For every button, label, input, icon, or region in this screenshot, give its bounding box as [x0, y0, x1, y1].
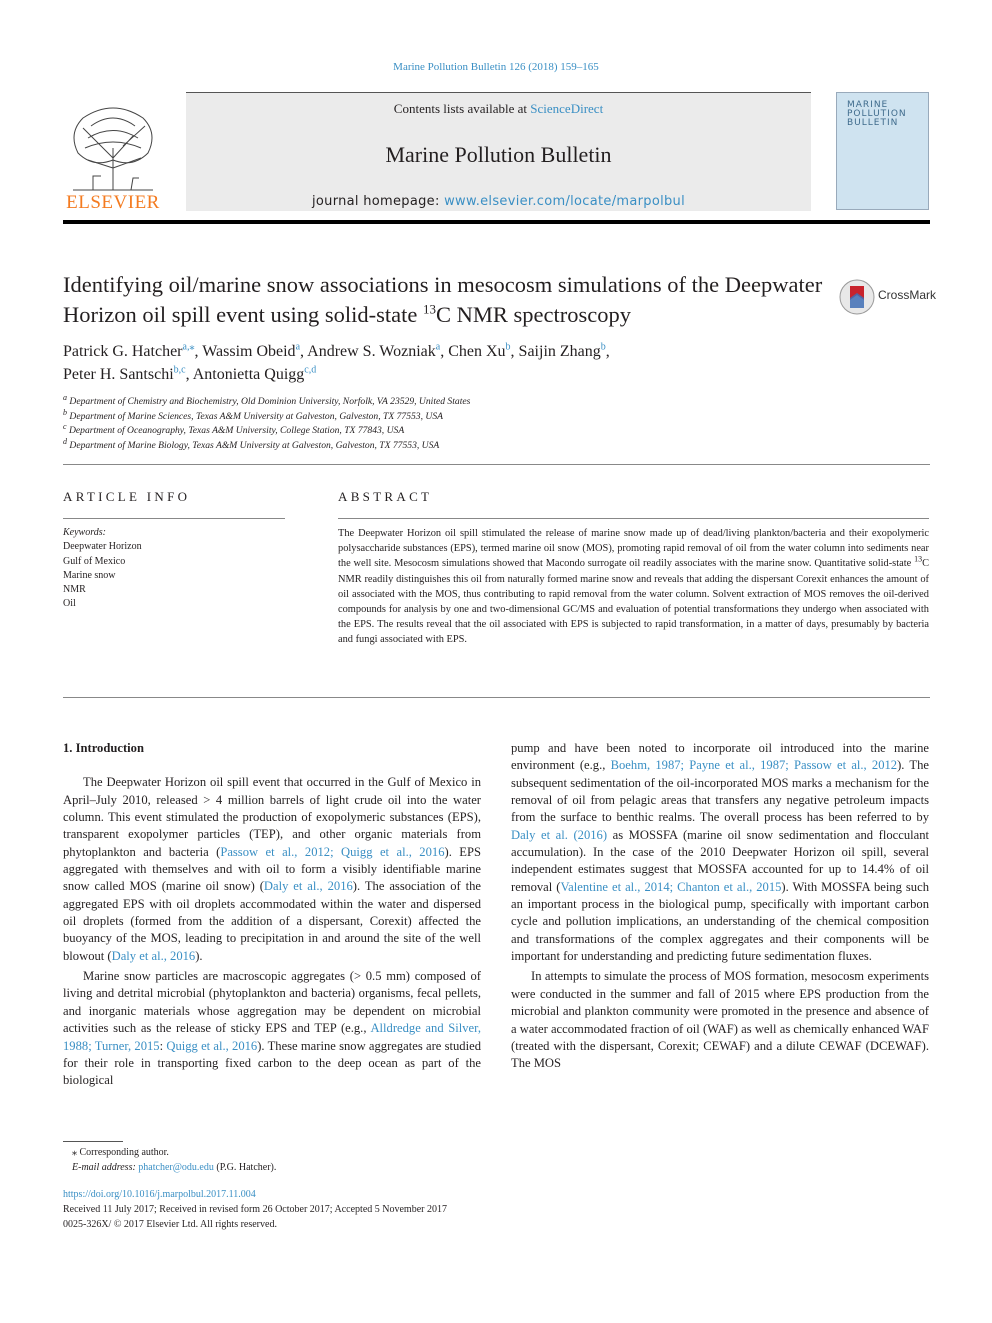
received-dates: Received 11 July 2017; Received in revised form 26 October 2017; Accepted 5 November 2017: [63, 1204, 447, 1215]
citation-link[interactable]: Passow et al., 2012; Quigg et al., 2016: [220, 844, 445, 859]
citation-link[interactable]: Valentine et al., 2014; Chanton et al., 2015: [560, 879, 782, 894]
section-heading: 1. Introduction: [63, 741, 144, 755]
affiliation-rule: [63, 464, 930, 465]
homepage-link[interactable]: www.elsevier.com/locate/marpolbul: [444, 194, 685, 209]
citation-link[interactable]: Boehm, 1987; Payne et al., 1987; Passow et al., 2012: [610, 758, 898, 773]
publication-info: [63, 1187, 763, 1232]
affiliation: $^a$ Department of Chemistry and Biochemistry, Old Dominion University, Norfolk, VA 23529, United States: [63, 392, 471, 407]
author[interactable]: Wassim Obeid$^a$: [202, 341, 301, 360]
abstract-text: The Deepwater Horizon oil spill stimulated the release of marine snow made up of dead/living plankton/bacteria and their exopolymeric polysaccharide substances (EPS), termed marine oil snow (MOS), promoting rapid removal of oil from the water column into sediments near the well site. Mesocosm simulations showed that Macondo surrogate oil readily associates with the marine snow. Quantitative solid-state $^{13}$C NMR readily distinguishes this oil from naturally formed marine snow and reveals that adding the dispersant Corexit enhances the amount of oil associated with the MOS, thus contributing to rapid removal from the water column. Solvent extraction of MOS removes the oil-derived compounds for analysis by one and two-dimensional GC/MS and evaluation of potential transformations they undergo when associated with the EPS. The results reveal that the oil associated with EPS is subjected to rapid transformation, in a matter of days, presumably by bacteria and fungi associated with EPS.: [338, 528, 929, 646]
body-right-column: [511, 740, 929, 1073]
paragraph: The Deepwater Horizon oil spill event that occurred in the Gulf of Mexico in April–July 2010, released > 4 million barrels of light crude oil into the water column. This event stimulated the production of exopolymeric substances (EPS), transparent exopolymer particles (TEP), and other organic materials from phytoplankton and bacteria (Passow et al., 2012; Quigg et al., 2016). EPS aggregated with themselves and with oil to form a visibly identifiable marine snow called MOS (marine oil snow) (Daly et al., 2016). The association of the aggregated EPS with oil droplets accommodated within the water and dispersed oil droplets (formed from the addition of a dispersant, Corexit) affected the buoyancy of the MOS, leading to precipitation in and around the site of the well blowout (Daly et al., 2016).: [63, 775, 481, 963]
affiliation: $^b$ Department of Marine Sciences, Texas A&M University at Galveston, Galveston, TX 77553, USA: [63, 407, 443, 422]
author[interactable]: Patrick G. Hatcher$^{a,⁎}$: [63, 341, 195, 360]
citation-link[interactable]: Quigg et al., 2016: [166, 1038, 258, 1053]
keyword: Deepwater Horizon: [63, 541, 142, 553]
journal-title: Marine Pollution Bulletin: [385, 142, 612, 167]
author[interactable]: Peter H. Santschi$^{b,c}$: [63, 364, 186, 383]
abstract-rule: [338, 518, 929, 519]
header-rule: [63, 220, 930, 224]
keyword: Gulf of Mexico: [63, 555, 126, 567]
crossmark-icon: [838, 278, 876, 316]
citation-link[interactable]: Daly et al., 2016: [263, 879, 353, 894]
contents-line: [186, 101, 811, 117]
keywords-block: [63, 526, 285, 612]
email-link[interactable]: phatcher@odu.edu: [138, 1162, 214, 1173]
keyword: NMR: [63, 584, 86, 596]
abstract-heading: ABSTRACT: [338, 489, 433, 504]
paragraph: Marine snow particles are macroscopic aggregates (> 0.5 mm) composed of living and detrital microbial (phytoplankton and bacteria) organisms, fecal pellets, and inorganic materials whose aggregation may be dependent on microbial activities such as the release of sticky EPS and TEP (e.g., Alldredge and Silver, 1988; Turner, 2015: Quigg et al., 2016). These marine snow aggregates are studied for their role in transporting fixed carbon to the deep ocean as part of the biological: [63, 969, 481, 1088]
affiliation: $^d$ Department of Marine Biology, Texas A&M University at Galveston, Galveston, TX 77553, USA: [63, 436, 440, 451]
doi-link[interactable]: https://doi.org/10.1016/j.marpolbul.2017.11.004: [63, 1189, 256, 1200]
cover-title: MARINE POLLUTION BULLETIN: [847, 100, 907, 128]
citation-link[interactable]: Daly et al. (2016): [511, 827, 608, 842]
author[interactable]: Saijin Zhang$^b$: [518, 341, 606, 360]
keywords-label: Keywords:: [63, 527, 106, 538]
body-left-column: [63, 740, 481, 1090]
homepage-prefix: journal homepage:: [311, 194, 445, 209]
journal-cover-thumbnail[interactable]: [836, 92, 929, 210]
paragraph: pump and have been noted to incorporate oil introduced into the marine environment (e.g., Boehm, 1987; Payne et al., 1987; Passow et al., 2012). The subsequent sedimentation of the oil-incorporated MOS marks a mechanism for the removal of oil from pelagic areas that transfers any negative petroleum impacts from the surface to benthic realms. The overall process has been referred to by Daly et al. (2016) as MOSSFA (marine oil snow sedimentation and flocculant accumulation). In the case of the 2010 Deepwater Horizon oil spill, several independent estimates suggest that MOSSFA accounted for up to 14.4% of oil removal (Valentine et al., 2014; Chanton et al., 2015). With MOSSFA being such an important process in the biological pump, specifically with important carbon cycle and pollution implications, an understanding of the chemical composition and transformations of the complex aggregates and their components will be important for understanding and predicting future sedimentation fluxes.: [511, 741, 930, 964]
keyword: Oil: [63, 598, 76, 610]
author[interactable]: Chen Xu$^b$: [448, 341, 511, 360]
author-list: Patrick G. Hatcher$^{a,⁎}$, Wassim Obeid$^a$, Andrew S. Wozniak$^a$, Chen Xu$^b$, Saijin Zhang$^b$, Peter H. Santschi$^{b,c}$, Antonietta Quigg$^{c,d}$: [63, 341, 610, 383]
author[interactable]: Andrew S. Wozniak$^a$: [307, 341, 441, 360]
journal-citation[interactable]: Marine Pollution Bulletin 126 (2018) 159–165: [393, 61, 599, 73]
publisher-wordmark: ELSEVIER: [66, 192, 160, 213]
copyright: 0025-326X/ © 2017 Elsevier Ltd. All rights reserved.: [63, 1219, 277, 1230]
sciencedirect-link[interactable]: ScienceDirect: [530, 101, 604, 116]
keyword: Marine snow: [63, 569, 116, 581]
author[interactable]: Antonietta Quigg$^{c,d}$: [192, 364, 317, 383]
crossmark-label: CrossMark: [878, 288, 937, 302]
affiliation-list: [63, 392, 823, 453]
affiliation: $^c$ Department of Oceanography, Texas A&M University, College Station, TX 77843, USA: [63, 422, 405, 437]
article-title: Identifying oil/marine snow associations in mesocosm simulations of the Deepwater Horizon oil spill event using solid-state $^{13}$C NMR spectroscopy: [63, 272, 823, 327]
footnote-rule: [63, 1141, 123, 1142]
citation-link[interactable]: Daly et al., 2016: [111, 948, 196, 963]
article-info-heading: ARTICLE INFO: [63, 489, 191, 504]
corresponding-note: ⁎ Corresponding author. E-mail address: phatcher@odu.edu (P.G. Hatcher).: [72, 1147, 277, 1173]
homepage-line: [186, 194, 811, 209]
abstract-bottom-rule: [63, 697, 930, 698]
article-info-rule: [63, 518, 285, 519]
paragraph: In attempts to simulate the process of MOS formation, mesocosm experiments were conducted in the summer and fall of 2015 where EPS production from the microbial and plankton community were promoted in the presence and absence of a water accommodated fraction of oil (WAF) as well as chemically enhanced WAF (treated with the dispersant, Corexit; CEWAF) and a dilute CEWAF (DCEWAF). The MOS: [511, 969, 929, 1071]
crossmark-badge[interactable]: [838, 278, 938, 314]
citation-link[interactable]: Alldredge and Silver, 1988; Turner, 2015: [63, 1021, 481, 1053]
contents-prefix: Contents lists available at: [393, 101, 531, 116]
